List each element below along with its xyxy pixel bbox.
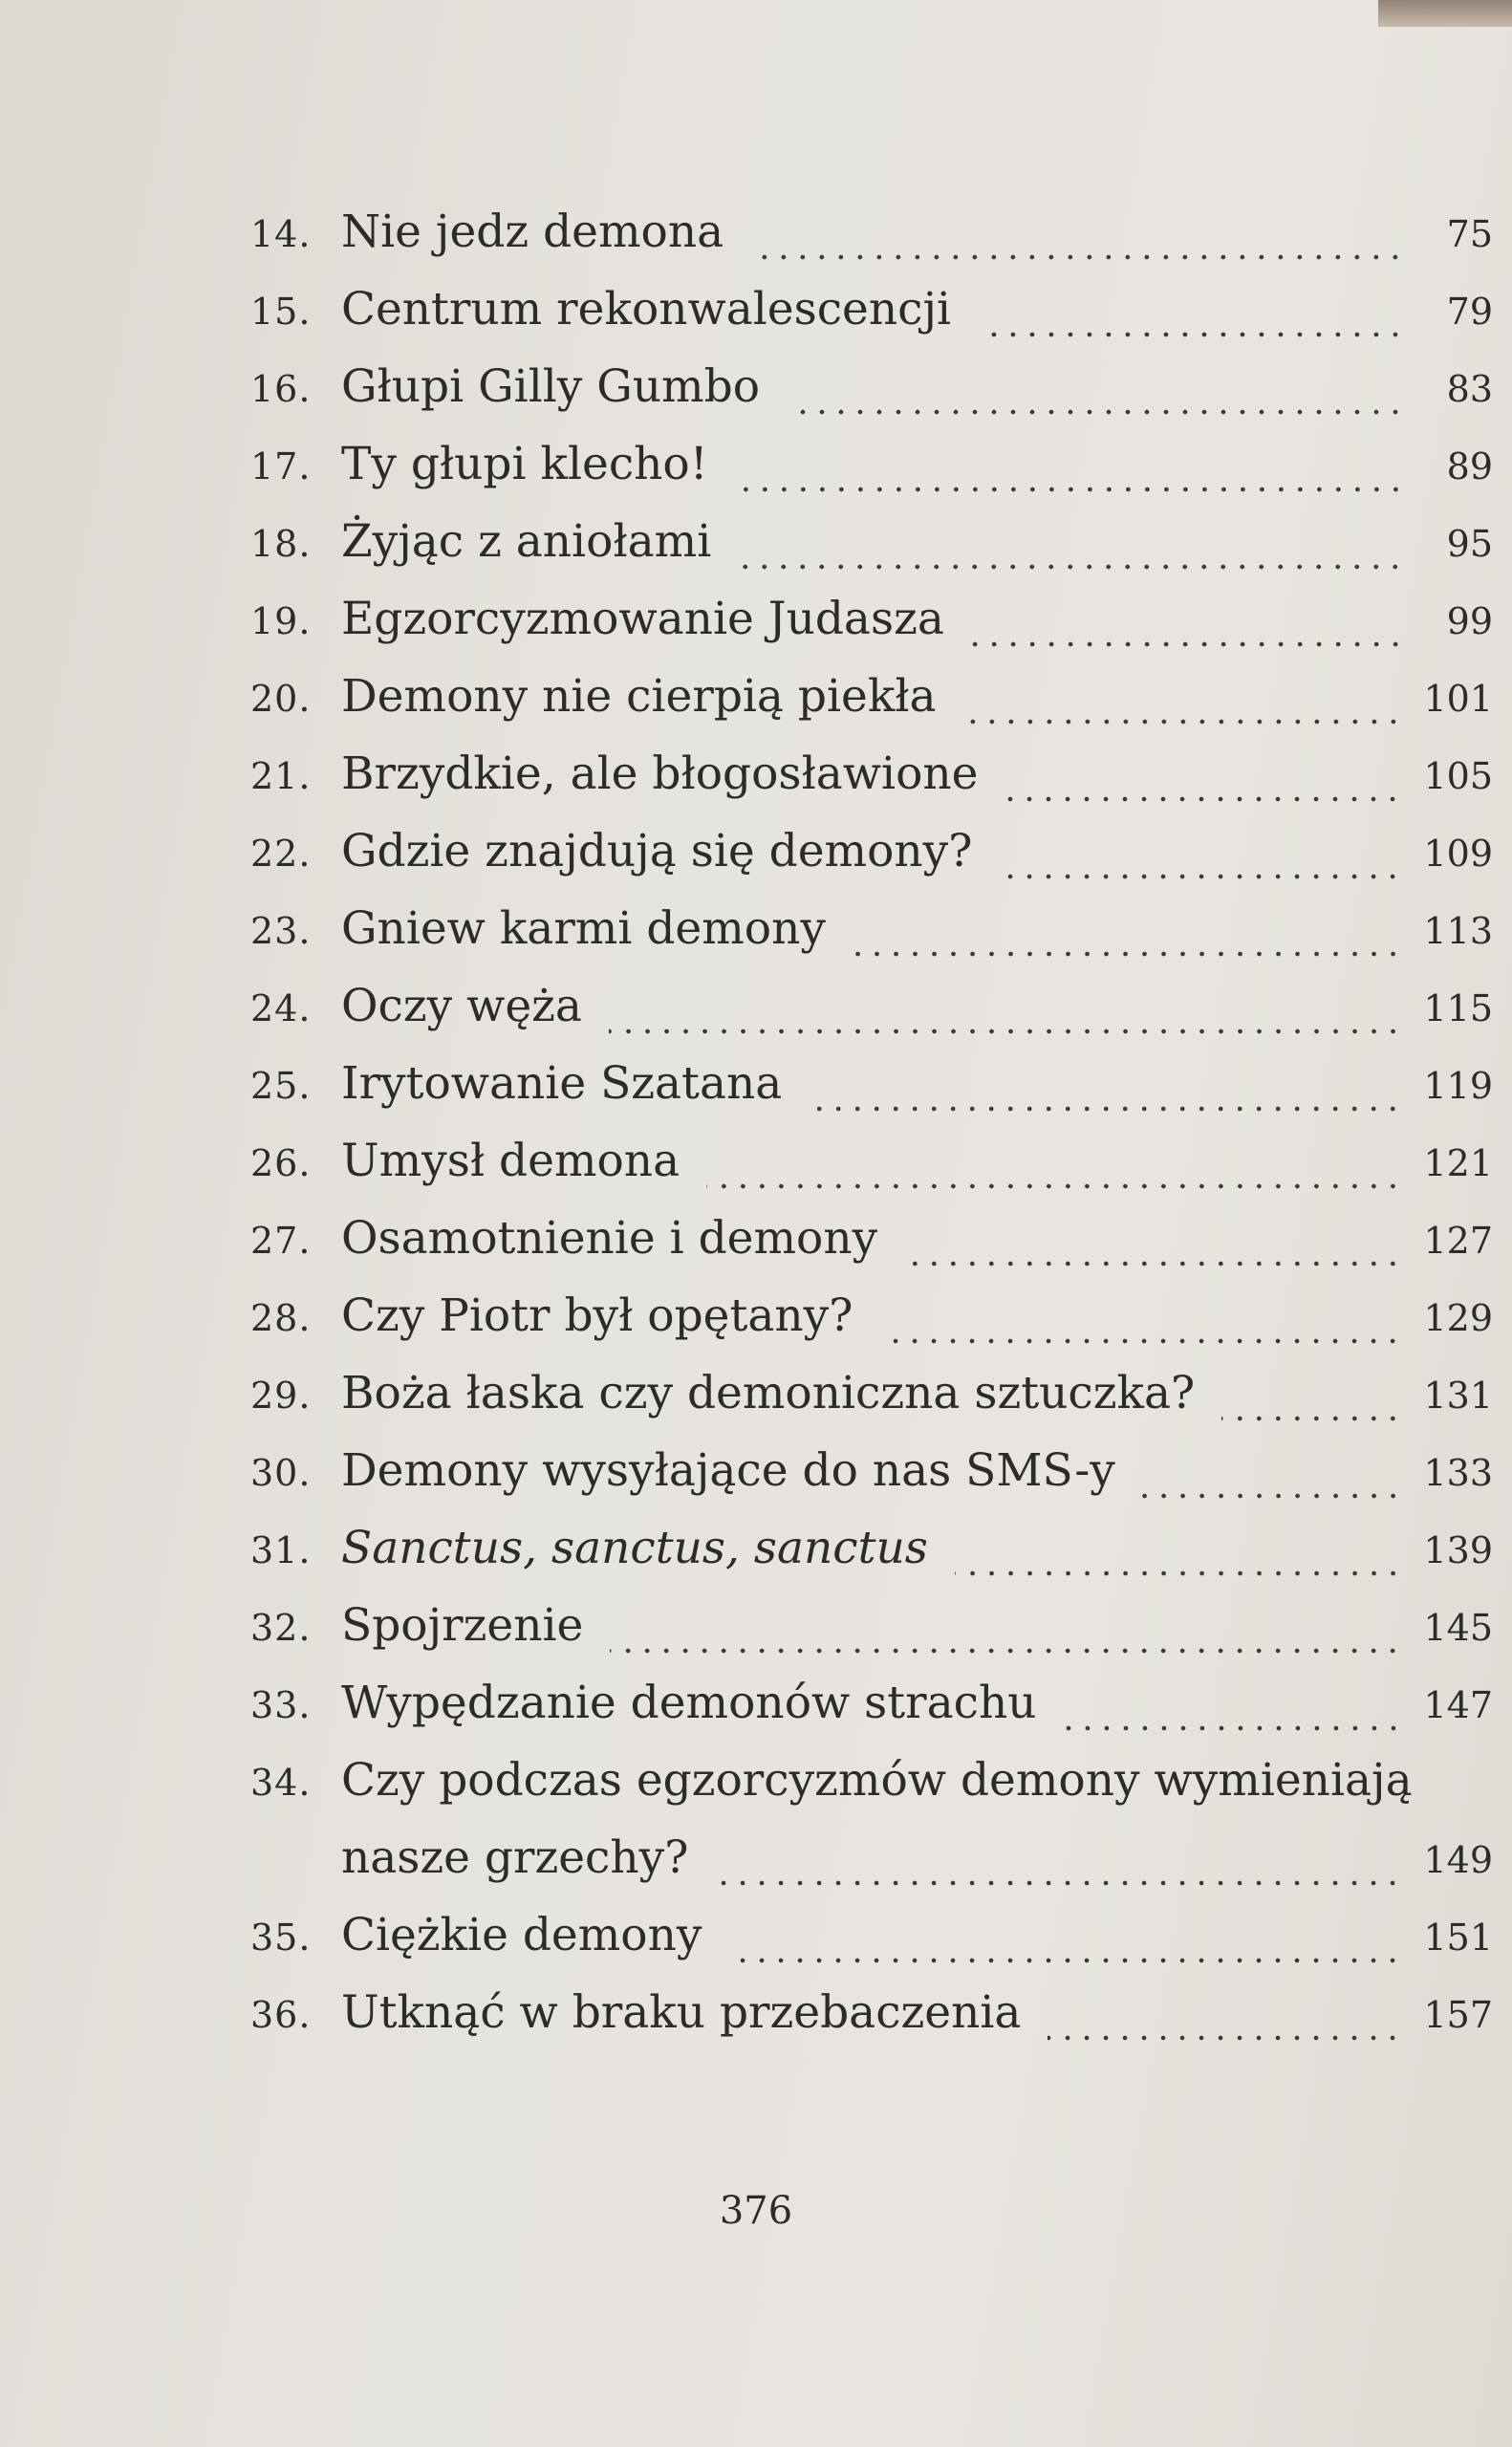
chapter-title: Umysł demona <box>341 1135 680 1187</box>
dot-leader <box>879 1338 1402 1344</box>
chapter-title: Czy podczas egzorcyzmów demony wymieniają <box>341 1754 1413 1807</box>
dot-leader <box>787 409 1405 415</box>
page-reference: 121 <box>1423 1142 1493 1184</box>
chapter-number: 19. <box>250 600 312 642</box>
toc-entry <box>250 1522 1493 1599</box>
chapter-title: Demony nie cierpią piekła <box>341 670 937 723</box>
chapter-number: 23. <box>250 910 312 952</box>
chapter-number: 36. <box>250 1994 312 2036</box>
chapter-number: 25. <box>250 1065 312 1107</box>
dot-leader <box>750 254 1405 260</box>
chapter-title: Utknąć w braku przebaczenia <box>341 1986 1022 2039</box>
page-reference: 119 <box>1423 1065 1493 1107</box>
chapter-number: 34. <box>250 1762 312 1804</box>
chapter-title: Boża łaska czy demoniczna sztuczka? <box>341 1367 1196 1419</box>
page-reference: 113 <box>1423 910 1493 952</box>
dot-leader <box>1064 1725 1403 1731</box>
chapter-title-continuation: nasze grzechy? <box>341 1831 689 1884</box>
chapter-number: 15. <box>250 291 312 333</box>
toc-entry-continuation <box>250 1831 1493 1909</box>
page-reference: 157 <box>1423 1994 1493 2036</box>
toc-entry <box>250 438 1493 515</box>
chapter-title: Demony wysyłające do nas SMS-y <box>341 1444 1115 1497</box>
toc-entry <box>250 1599 1493 1677</box>
dot-leader <box>853 951 1403 957</box>
page-reference: 83 <box>1446 368 1493 410</box>
page-reference: 131 <box>1423 1375 1493 1417</box>
page-edge-shadow <box>1378 0 1512 27</box>
chapter-title: Czy Piotr był opętany? <box>341 1289 853 1342</box>
page-reference: 127 <box>1423 1220 1493 1262</box>
dot-leader <box>706 1183 1402 1189</box>
chapter-number: 29. <box>250 1375 312 1417</box>
chapter-number: 24. <box>250 987 312 1029</box>
dot-leader <box>609 1029 1403 1034</box>
chapter-title: Egzorcyzmowanie Judasza <box>341 593 944 645</box>
page-reference: 129 <box>1423 1297 1493 1339</box>
chapter-title: Nie jedz demona <box>341 206 724 258</box>
toc-entry <box>250 1289 1493 1367</box>
chapter-number: 26. <box>250 1142 312 1184</box>
page-reference: 151 <box>1423 1916 1493 1959</box>
chapter-title: Gdzie znajdują się demony? <box>341 825 973 877</box>
page-reference: 133 <box>1423 1452 1493 1494</box>
toc-entry <box>250 1677 1493 1754</box>
chapter-title: Spojrzenie <box>341 1599 584 1652</box>
chapter-number: 20. <box>250 678 312 720</box>
dot-leader <box>610 1648 1402 1654</box>
dot-leader <box>809 1106 1402 1112</box>
chapter-number: 27. <box>250 1220 312 1262</box>
chapter-number: 31. <box>250 1529 312 1571</box>
chapter-number: 17. <box>250 445 312 487</box>
chapter-number: 32. <box>250 1607 312 1649</box>
chapter-title: Ciężkie demony <box>341 1909 702 1961</box>
toc-entry <box>250 902 1493 980</box>
chapter-title: Sanctus, sanctus, sanctus <box>341 1522 928 1574</box>
page-reference: 105 <box>1423 755 1493 797</box>
chapter-number: 21. <box>250 755 312 797</box>
dot-leader <box>971 641 1405 647</box>
chapter-number: 22. <box>250 833 312 875</box>
chapter-title: Irytowanie Szatana <box>341 1057 783 1110</box>
page-reference: 147 <box>1423 1684 1493 1726</box>
page-reference: 99 <box>1446 600 1493 642</box>
chapter-title: Brzydkie, ale błogosławione <box>341 747 979 800</box>
toc-entry <box>250 1909 1493 1986</box>
toc-entry <box>250 980 1493 1057</box>
chapter-title: Osamotnienie i demony <box>341 1212 878 1265</box>
dot-leader <box>963 719 1403 725</box>
toc-entry <box>250 1367 1493 1444</box>
toc-entry <box>250 1057 1493 1135</box>
chapter-title: Głupi Gilly Gumbo <box>341 360 761 413</box>
chapter-title: Ty głupi klecho! <box>341 438 708 490</box>
page-reference: 101 <box>1423 678 1493 720</box>
dot-leader <box>1221 1416 1402 1421</box>
chapter-title: Wypędzanie demonów strachu <box>341 1677 1037 1729</box>
toc-entry <box>250 747 1493 825</box>
toc-entry <box>250 1986 1493 2064</box>
toc-entry <box>250 1754 1493 1831</box>
dot-leader <box>715 1880 1402 1886</box>
toc-entry <box>250 360 1493 438</box>
dot-leader <box>1048 2035 1402 2041</box>
page-number: 376 <box>719 2189 793 2233</box>
dot-leader <box>735 487 1405 492</box>
chapter-title: Żyjąc z aniołami <box>341 515 712 568</box>
chapter-number: 30. <box>250 1452 312 1494</box>
chapter-title: Oczy węża <box>341 980 582 1032</box>
page-reference: 145 <box>1423 1607 1493 1649</box>
page-reference: 95 <box>1446 523 1493 565</box>
chapter-title: Centrum rekonwalescencji <box>341 283 952 336</box>
chapter-number: 14. <box>250 213 312 255</box>
chapter-title: Gniew karmi demony <box>341 902 826 955</box>
toc-entry <box>250 1135 1493 1212</box>
dot-leader <box>728 1958 1402 1963</box>
toc-entry <box>250 1212 1493 1289</box>
toc-entry <box>250 1444 1493 1522</box>
dot-leader <box>1004 796 1402 802</box>
chapter-number: 28. <box>250 1297 312 1339</box>
chapter-number: 18. <box>250 523 312 565</box>
table-of-contents <box>250 206 1493 2064</box>
page-reference: 79 <box>1446 291 1493 333</box>
page-reference: 89 <box>1446 445 1493 487</box>
dot-leader <box>978 332 1405 337</box>
toc-entry <box>250 206 1493 283</box>
dot-leader <box>904 1261 1402 1267</box>
chapter-number: 16. <box>250 368 312 410</box>
toc-entry <box>250 593 1493 670</box>
toc-entry <box>250 825 1493 902</box>
toc-entry <box>250 283 1493 360</box>
page-reference: 149 <box>1423 1839 1493 1881</box>
dot-leader <box>999 874 1402 879</box>
toc-entry <box>250 670 1493 747</box>
dot-leader <box>955 1570 1403 1576</box>
dot-leader <box>1142 1493 1403 1499</box>
dot-leader <box>738 564 1405 570</box>
page-reference: 139 <box>1423 1529 1493 1571</box>
toc-entry <box>250 515 1493 593</box>
chapter-number: 35. <box>250 1916 312 1959</box>
chapter-number: 33. <box>250 1684 312 1726</box>
page-reference: 75 <box>1446 213 1493 255</box>
page-reference: 109 <box>1423 833 1493 875</box>
page-reference: 115 <box>1423 987 1493 1029</box>
